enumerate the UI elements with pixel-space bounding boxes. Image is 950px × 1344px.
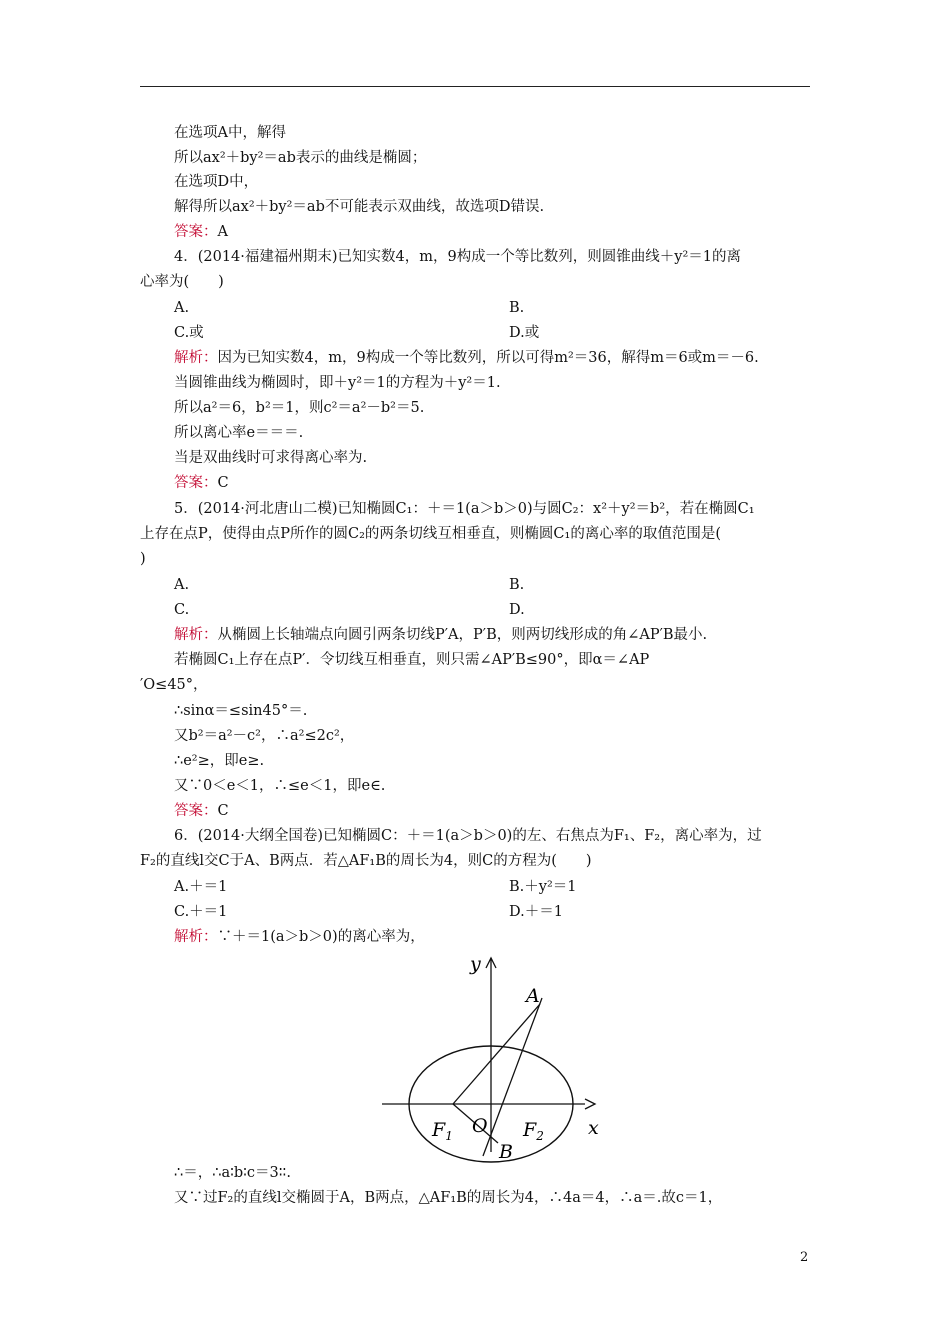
- text-line: 当圆锥曲线为椭圆时，即＋y²＝1的方程为＋y²＝1.: [174, 375, 501, 391]
- problem-line: ): [140, 551, 146, 567]
- option-c: C.: [174, 602, 190, 618]
- segment-f1-a: [453, 1004, 540, 1104]
- solution-line: [174, 927, 425, 947]
- problem-line: 上存在点P，使得由点P所作的圆C₂的两条切线互相垂直，则椭圆C₁的离心率的取值范围是(: [140, 526, 721, 542]
- option-d: D.＋＝1: [509, 904, 563, 920]
- text-line: ∴e²≥，即e≥.: [174, 753, 265, 769]
- problem-line: 6．(2014·大纲全国卷)已知椭圆C：＋＝1(a＞b＞0)的左、右焦点为F₁、F₂，离心率为，过: [174, 828, 762, 844]
- option-a: A.＋＝1: [174, 879, 228, 895]
- option-a: A.: [174, 300, 190, 316]
- solution-text: 因为已知实数4，m，9构成一个等比数列，所以可得m²＝36，解得m＝6或m＝－6.: [217, 350, 759, 366]
- text-line: 所以ax²＋by²＝ab表示的曲线是椭圆；: [174, 150, 427, 166]
- solution-label: 解析：: [174, 627, 218, 643]
- problem-line: 5．(2014·河北唐山二模)已知椭圆C₁：＋＝1(a＞b＞0)与圆C₂：x²＋y²＝b²，若在椭圆C₁: [174, 501, 755, 517]
- text-line: 又∵过F₂的直线l交椭圆于A，B两点，△AF₁B的周长为4，∴4a＝4，∴a＝.故c＝1，: [174, 1190, 723, 1206]
- answer-line: [174, 473, 229, 493]
- answer-label: 答案：: [174, 224, 218, 240]
- text-line: 解得所以ax²＋by²＝ab不可能表示双曲线，故选项D错误.: [174, 199, 545, 215]
- problem-line: 心率为( ): [140, 274, 224, 290]
- solution-text: ∵＋＝1(a＞b＞0)的离心率为，: [217, 929, 425, 945]
- option-d: D.: [509, 602, 525, 618]
- f1-label: $F_1$: [432, 1119, 453, 1143]
- x-label: x: [588, 1117, 599, 1139]
- x-axis-arrow: [585, 1099, 595, 1109]
- text-line: ′O≤45°，: [140, 677, 208, 693]
- option-b: B.: [509, 577, 525, 593]
- page-number: 2: [800, 1250, 809, 1265]
- text-line: 又b²＝a²－c²，∴a²≤2c²，: [174, 728, 355, 744]
- answer-value: C: [217, 475, 229, 491]
- option-b: B.＋y²＝1: [509, 879, 577, 895]
- text-line: 所以离心率e＝＝＝.: [174, 425, 304, 441]
- text-line: ∴＝，∴a∶b∶c＝3∶∶.: [174, 1165, 291, 1181]
- solution-label: 解析：: [174, 350, 218, 366]
- text-line: 在选项A中，解得: [174, 125, 286, 141]
- header-rule: [140, 86, 810, 87]
- text-line: ∴sinα＝≤sin45°＝.: [174, 703, 308, 719]
- problem-line: 4．(2014·福建福州期末)已知实数4，m，9构成一个等比数列，则圆锥曲线＋y²＝1的离: [174, 249, 741, 265]
- point-b-label: B: [499, 1141, 513, 1163]
- answer-label: 答案：: [174, 803, 218, 819]
- text-line: 又∵0＜e＜1，∴≤e＜1，即e∈.: [174, 778, 386, 794]
- answer-label: 答案：: [174, 475, 218, 491]
- answer-value: C: [217, 803, 229, 819]
- text-line: 所以a²＝6，b²＝1，则c²＝a²－b²＝5.: [174, 400, 425, 416]
- option-b: B.: [509, 300, 525, 316]
- y-label: y: [470, 953, 481, 975]
- solution-label: 解析：: [174, 929, 218, 945]
- text-line: 在选项D中，: [174, 174, 259, 190]
- text-line: 当是双曲线时可求得离心率为.: [174, 450, 368, 466]
- answer-line: [174, 222, 228, 242]
- text-line: 若椭圆C₁上存在点P′．令切线互相垂直，则只需∠AP′B≤90°，即α＝∠AP: [174, 652, 650, 668]
- answer-value: A: [217, 224, 228, 240]
- option-d: D.或: [509, 325, 540, 341]
- option-c: C.或: [174, 325, 204, 341]
- solution-line: [174, 348, 759, 368]
- origin-label: O: [472, 1115, 488, 1137]
- solution-line: [174, 625, 707, 645]
- solution-text: 从椭圆上长轴端点向圆引两条切线P′A，P′B，则两切线形成的角∠AP′B最小.: [217, 627, 708, 643]
- problem-line: F₂的直线l交C于A、B两点．若△AF₁B的周长为4，则C的方程为( ): [140, 853, 592, 869]
- point-a-label: A: [526, 985, 540, 1007]
- f2-label: $F_2$: [523, 1119, 544, 1143]
- ellipse-figure: [370, 946, 610, 1166]
- answer-line: [174, 801, 229, 821]
- option-c: C.＋＝1: [174, 904, 228, 920]
- option-a: A.: [174, 577, 190, 593]
